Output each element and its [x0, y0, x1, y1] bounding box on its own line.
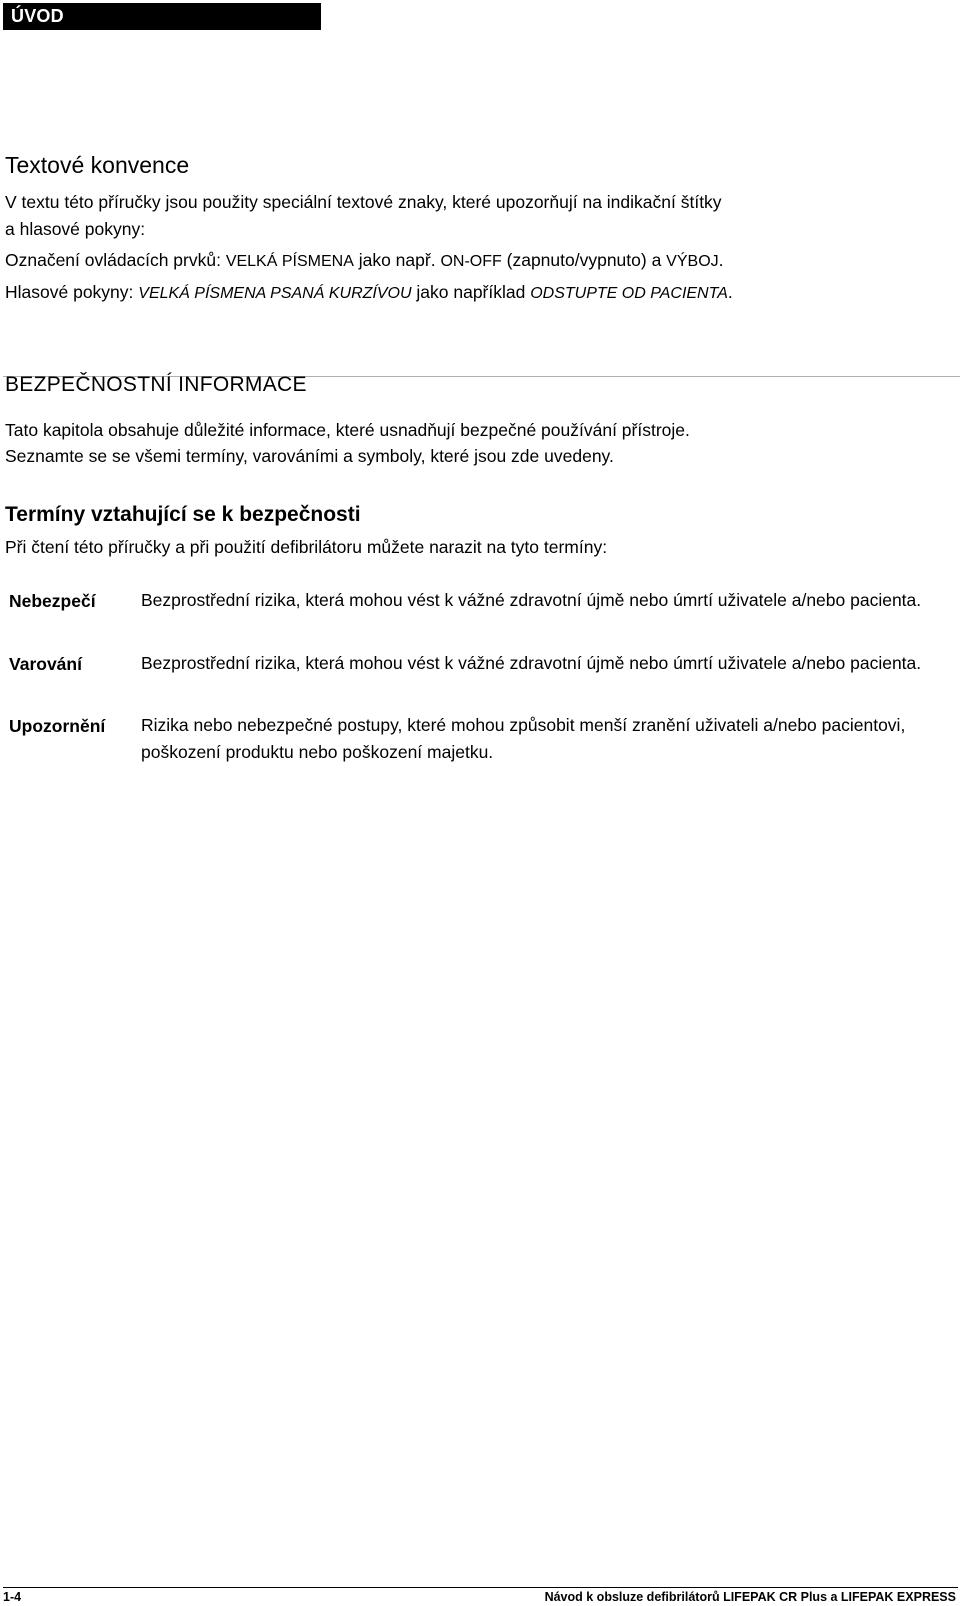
term-label-caution: Upozornění: [9, 716, 106, 736]
footer-page-number: 1-4: [3, 1590, 22, 1604]
footer-document-title: Návod k obsluze defibrilátorů LIFEPAK CR Plus a LIFEPAK EXPRESS: [544, 1590, 956, 1604]
term-label-danger: Nebezpečí: [9, 591, 96, 611]
controls-mid2: (zapnuto/vypnuto) a: [501, 250, 667, 270]
safety-terms-intro: Při čtení této příručky a při použití defibrilátoru můžete narazit na tyto termíny:: [5, 537, 608, 557]
section-header-label: ÚVOD: [11, 6, 64, 26]
text-conventions-title: Textové konvence: [5, 152, 190, 178]
controls-shock-example: VÝBOJ: [666, 253, 719, 270]
controls-end: .: [718, 250, 724, 270]
voice-prompt-example: ODSTUPTE OD PACIENTA: [530, 285, 728, 302]
controls-mid: jako např.: [353, 250, 441, 270]
voice-end: .: [727, 282, 733, 302]
voice-caps-example: VELKÁ PÍSMENA PSANÁ KURZÍVOU: [138, 285, 412, 302]
term-definition-danger: Bezprostřední rizika, která mohou vést k vážné zdravotní újmě nebo úmrtí uživatele a/nebo pacienta.: [141, 590, 922, 610]
footer-rule: [3, 1587, 958, 1588]
term-definition-warning: Bezprostřední rizika, která mohou vést k vážné zdravotní újmě nebo úmrtí uživatele a/nebo pacienta.: [141, 653, 922, 673]
voice-mid: jako například: [411, 282, 531, 302]
text-conventions-line1: V textu této příručky jsou použity speciální textové znaky, které upozorňují na indikační štítky: [5, 192, 722, 212]
section-header-bar: [3, 3, 321, 30]
controls-convention-line: [5, 249, 724, 273]
controls-onoff-example: ON-OFF: [440, 253, 502, 270]
safety-terms-title: Termíny vztahující se k bezpečnosti: [5, 503, 361, 526]
voice-convention-line: [5, 281, 733, 305]
safety-line2: Seznamte se se všemi termíny, varováními a symboly, které jsou zde uvedeny.: [5, 446, 614, 466]
controls-prefix: Označení ovládacích prvků:: [5, 250, 226, 270]
term-definition-caution: Rizika nebo nebezpečné postupy, které mohou způsobit menší zranění uživateli a/nebo pacientovi, poškození produktu nebo poškození majetku.: [141, 715, 906, 762]
safety-line1: Tato kapitola obsahuje důležité informace, které usnadňují bezpečné používání přístroje.: [5, 420, 690, 440]
text-conventions-line2: a hlasové pokyny:: [5, 219, 146, 239]
term-label-warning: Varování: [9, 654, 82, 674]
voice-prefix: Hlasové pokyny:: [5, 282, 139, 302]
controls-caps-example: VELKÁ PÍSMENA: [225, 253, 354, 270]
safety-section-title: BEZPEČNOSTNÍ INFORMACE: [5, 373, 307, 396]
